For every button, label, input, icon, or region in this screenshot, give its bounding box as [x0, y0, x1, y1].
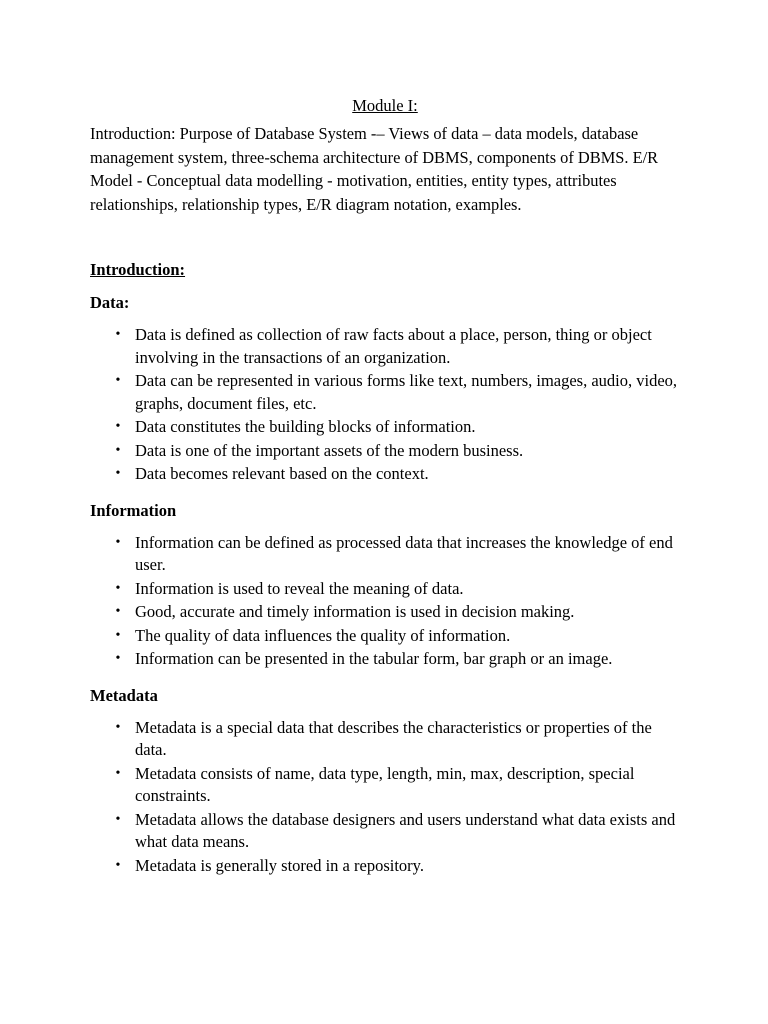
- list-item: [90, 416, 680, 439]
- list-item-text: Data is one of the important assets of the modern business.: [135, 440, 524, 460]
- list-item-text: Data constitutes the building blocks of information.: [135, 417, 476, 436]
- list-item: [90, 855, 680, 878]
- list-item-text: Metadata allows the database designers and users understand what data exists and what data means.: [135, 809, 676, 851]
- list-item-text: Metadata consists of name, data type, length, min, max, description, special constraints.: [135, 763, 635, 805]
- section-heading-information: Information: [90, 500, 177, 520]
- list-item: [90, 324, 680, 369]
- module-title: Module I:: [352, 96, 418, 115]
- section-heading-data: Data:: [90, 293, 130, 312]
- list-item: [90, 763, 680, 808]
- bullet-icon: •: [115, 604, 121, 619]
- bullet-icon: •: [115, 627, 121, 643]
- bullet-icon: •: [115, 442, 121, 458]
- bullet-icon: •: [115, 857, 121, 873]
- list-item: [90, 625, 680, 648]
- syllabus-paragraph: Introduction: Purpose of Database System -– Views of data – data models, database management system, three-schema architecture of DBMS, components of DBMS. E/R Model - Conceptual data modelling - motivation, entities, entity types, attributes relationships, relationship types, E/R diagram notation, examples.: [90, 124, 659, 214]
- bullet-icon: •: [115, 373, 121, 388]
- list-item: [90, 601, 680, 624]
- bullet-icon: •: [115, 719, 121, 735]
- list-item: [90, 717, 680, 762]
- list-item-text: Metadata is generally stored in a repository.: [135, 855, 424, 875]
- bullet-icon: •: [115, 419, 121, 434]
- bullet-icon: •: [115, 811, 121, 827]
- section-heading-metadata: Metadata: [90, 685, 158, 705]
- list-item: [90, 440, 680, 463]
- bullet-icon: •: [115, 765, 121, 781]
- bullet-icon: •: [115, 580, 121, 596]
- list-item: [90, 370, 680, 415]
- list-item-text: Data is defined as collection of raw facts about a place, person, thing or object involving in the transactions of an organization.: [135, 325, 652, 367]
- bullet-icon: •: [115, 327, 121, 342]
- information-bullet-list: [90, 532, 680, 671]
- list-item-text: Good, accurate and timely information is used in decision making.: [135, 602, 575, 621]
- bullet-icon: •: [115, 534, 121, 550]
- list-item-text: The quality of data influences the quality of information.: [135, 625, 511, 645]
- list-item: [90, 463, 680, 486]
- list-item-text: Metadata is a special data that describes the characteristics or properties of the data.: [135, 717, 652, 759]
- data-bullet-list: [90, 324, 680, 486]
- list-item: [90, 532, 680, 577]
- bullet-icon: •: [115, 651, 121, 666]
- list-item-text: Information can be defined as processed data that increases the knowledge of end user.: [135, 532, 673, 574]
- introduction-heading: Introduction:: [90, 260, 186, 279]
- list-item: [90, 578, 680, 601]
- list-item-text: Data can be represented in various forms like text, numbers, images, audio, video, graphs, document files, etc.: [135, 371, 678, 413]
- list-item-text: Information is used to reveal the meaning of data.: [135, 578, 464, 598]
- document-page: [90, 94, 680, 878]
- list-item-text: Data becomes relevant based on the context.: [135, 464, 429, 483]
- list-item-text: Information can be presented in the tabular form, bar graph or an image.: [135, 649, 613, 668]
- bullet-icon: •: [115, 466, 121, 481]
- list-item: [90, 809, 680, 854]
- list-item: [90, 648, 680, 671]
- metadata-bullet-list: [90, 717, 680, 878]
